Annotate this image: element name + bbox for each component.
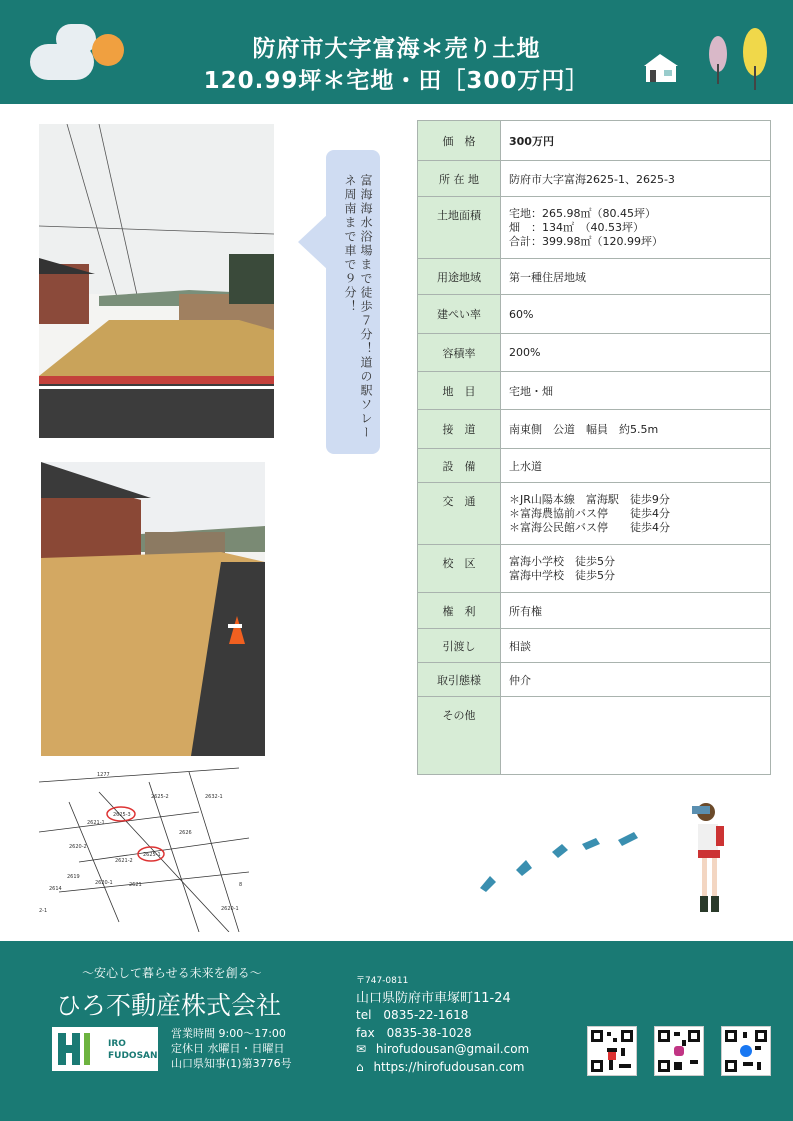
map-label: 2625-1: [143, 852, 161, 858]
spec-key: 取引態様: [418, 663, 501, 697]
spec-row-landtype: [418, 372, 771, 410]
logo-mark: [52, 1027, 158, 1071]
map-label: 2620-1: [221, 906, 239, 912]
address: 山口県防府市車塚町11-24: [356, 991, 511, 1006]
spec-row-handover: [418, 629, 771, 663]
spec-value: 60%: [501, 295, 771, 334]
email-row[interactable]: [356, 1042, 529, 1056]
map-label: 2614: [49, 886, 62, 892]
bubble-text: 富海海水浴場まで徒歩７分！道の駅ソレーネ周南まで車で９分！: [343, 174, 373, 440]
spec-value: ＊JR山陽本線 富海駅 徒歩9分 ＊富海農協前バス停 徒歩4分 ＊富海公民館バス停 徒歩4分: [501, 483, 771, 545]
spec-key: 権 利: [418, 593, 501, 629]
spec-value: 仲介: [501, 663, 771, 697]
home-icon: ⌂: [356, 1060, 364, 1074]
spec-value: 富海小学校 徒歩5分 富海中学校 徒歩5分: [501, 545, 771, 593]
spec-value: 防府市大字富海2625-1、2625-3: [501, 161, 771, 197]
map-label: 2619: [67, 874, 80, 880]
spec-key: 土地面積: [418, 197, 501, 259]
property-spec-table: [417, 120, 771, 775]
bubble-tail: [298, 214, 328, 270]
spec-key: 用途地域: [418, 259, 501, 295]
spec-value: 第一種住居地域: [501, 259, 771, 295]
spec-key: 設 備: [418, 449, 501, 483]
facebook-icon[interactable]: [721, 1026, 771, 1076]
spec-row-transport: [418, 483, 771, 545]
business-hours: 営業時間 9:00〜17:00: [171, 1027, 286, 1040]
map-label: 2625-2: [151, 794, 169, 800]
property-photo-street: [39, 124, 274, 438]
property-photo-lot: [41, 462, 265, 756]
spec-row-far: [418, 334, 771, 372]
tree-icon: [740, 26, 770, 92]
instagram-icon[interactable]: [654, 1026, 704, 1076]
company-logo: [52, 1027, 158, 1071]
spec-key: 容積率: [418, 334, 501, 372]
spec-row-school: [418, 545, 771, 593]
license-number: 山口県知事(1)第3776号: [171, 1057, 292, 1070]
spec-row-road: [418, 410, 771, 449]
spec-row-rights: [418, 593, 771, 629]
plot-map: [39, 762, 261, 932]
spec-key: 引渡し: [418, 629, 501, 663]
spec-key: 所 在 地: [418, 161, 501, 197]
map-label: 2620-1: [95, 880, 113, 886]
slogan: 〜安心して暮らせる未来を創る〜: [82, 966, 262, 980]
spec-key: 交 通: [418, 483, 501, 545]
spec-value: 上水道: [501, 449, 771, 483]
company-name: ひろ不動産株式会社: [56, 991, 282, 1020]
map-label: 2621-2: [115, 858, 133, 864]
website-url[interactable]: https://hirofudousan.com: [373, 1060, 525, 1074]
spec-key: 校 区: [418, 545, 501, 593]
mail-icon: ✉: [356, 1042, 367, 1056]
page-title-line1: 防府市大字富海＊売り土地: [252, 36, 541, 62]
spec-row-zoning: [418, 259, 771, 295]
spec-row-coverage: [418, 295, 771, 334]
spec-value: 相談: [501, 629, 771, 663]
spec-value: 300万円: [501, 121, 771, 161]
map-label: 1277: [97, 772, 110, 778]
spec-key: 地 目: [418, 372, 501, 410]
map-label: 2625-3: [113, 812, 131, 818]
postal-code: 〒747-0811: [356, 976, 409, 986]
spec-key: 建ぺい率: [418, 295, 501, 334]
closed-days: 定休日 水曜日・日曜日: [171, 1042, 285, 1055]
page-title-line2: 120.99坪＊宅地・田［300万円］: [203, 68, 590, 94]
header-banner: [0, 0, 793, 104]
spec-row-utilities: [418, 449, 771, 483]
spec-row-price: [418, 121, 771, 161]
logo-text-bottom: FUDOSAN: [108, 1051, 158, 1061]
tree-icon: [706, 34, 730, 86]
spec-value: 宅地：265.98㎡（80.45坪） 畑 ：134㎡ （40.53坪） 合計：399.98㎡（120.99坪）: [501, 197, 771, 259]
business-info: [171, 1026, 292, 1071]
spec-value: 200%: [501, 334, 771, 372]
spec-row-other: [418, 697, 771, 775]
spec-key: 価 格: [418, 121, 501, 161]
spec-key: その他: [418, 697, 501, 775]
spec-value: 南東側 公道 幅員 約5.5m: [501, 410, 771, 449]
map-label: 2632-1: [205, 794, 223, 800]
spec-value: 所有権: [501, 593, 771, 629]
spec-key: 接 道: [418, 410, 501, 449]
map-label: 2-1: [39, 908, 48, 914]
email[interactable]: hirofudousan@gmail.com: [375, 1042, 530, 1056]
map-label: 2620-2: [69, 844, 87, 850]
fax: fax 0835-38-1028: [356, 1026, 472, 1040]
spec-value: [501, 697, 771, 775]
spec-row-area: [418, 197, 771, 259]
spec-row-location: [418, 161, 771, 197]
spec-value: 宅地・畑: [501, 372, 771, 410]
spec-row-transaction: [418, 663, 771, 697]
url-row[interactable]: [356, 1060, 524, 1074]
qr-code-icon[interactable]: [587, 1026, 637, 1076]
map-label: 2626: [179, 830, 192, 836]
bird-icon: [476, 828, 646, 898]
tel: tel 0835-22-1618: [356, 1008, 469, 1022]
map-label: 8: [239, 882, 243, 888]
logo-text-top: IRO: [108, 1039, 126, 1049]
girl-illustration: [684, 800, 734, 916]
house-icon: [640, 52, 680, 84]
map-label: 2621: [129, 882, 142, 888]
map-label: 2621-1: [87, 820, 105, 826]
